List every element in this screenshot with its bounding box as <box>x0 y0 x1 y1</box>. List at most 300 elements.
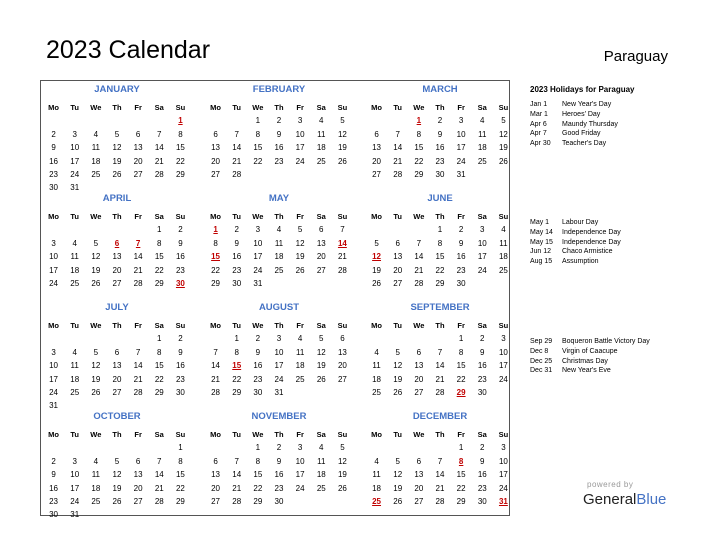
day-cell: 24 <box>70 169 80 179</box>
day-cell: 5 <box>374 238 379 248</box>
day-cell: 20 <box>414 374 424 384</box>
day-cell: 19 <box>498 143 508 153</box>
day-cell: 26 <box>316 374 326 384</box>
empty-cell <box>85 114 106 127</box>
month-name: MAY <box>268 193 290 204</box>
day-cell: 11 <box>295 347 305 357</box>
weekday-header: Th <box>112 212 122 221</box>
weekday-header: Sa <box>154 430 164 439</box>
day-cell: 13 <box>414 470 424 480</box>
day-cell: 5 <box>93 238 99 248</box>
day-cell: 12 <box>112 470 122 480</box>
day-cell: 11 <box>499 238 508 248</box>
day-cell: 2 <box>51 129 56 139</box>
day-cell: 19 <box>337 470 347 480</box>
day-cell: 28 <box>232 169 242 179</box>
month-name: SEPTEMBER <box>410 302 470 313</box>
day-cell: 16 <box>49 156 59 166</box>
weekday-header: Mo <box>48 430 59 439</box>
day-cell: 21 <box>211 374 221 384</box>
day-cell: 22 <box>175 156 185 166</box>
day-cell: 21 <box>232 483 242 493</box>
empty-cell <box>43 114 64 127</box>
day-cell: 10 <box>253 238 263 248</box>
holiday-date: Apr 6 <box>530 120 547 128</box>
holiday-row <box>530 139 680 149</box>
day-cell: 15 <box>414 143 424 153</box>
day-cell: 4 <box>480 116 485 126</box>
day-cell: 9 <box>178 238 183 248</box>
day-cell: 7 <box>340 225 345 235</box>
month-name: MARCH <box>422 84 458 95</box>
day-cell: 9 <box>276 456 282 466</box>
holiday-row <box>530 257 680 267</box>
day-cell: 23 <box>274 483 284 493</box>
day-cell: 4 <box>319 443 324 453</box>
day-cell: 4 <box>501 225 506 235</box>
day-cell: 22 <box>414 156 424 166</box>
weekday-header: Th <box>435 430 445 439</box>
weekday-header: Th <box>274 212 284 221</box>
weekday-header: Tu <box>70 212 80 221</box>
day-cell: 24 <box>274 374 284 384</box>
day-cell: 26 <box>498 156 508 166</box>
empty-cell <box>106 332 127 345</box>
day-cell: 5 <box>501 116 506 126</box>
month-february <box>205 84 353 181</box>
empty-cell <box>205 114 226 127</box>
weekday-header: Tu <box>393 212 403 221</box>
empty-cell <box>64 223 85 236</box>
day-cell: 20 <box>133 483 143 493</box>
empty-cell <box>408 332 429 345</box>
day-cell: 6 <box>135 456 141 466</box>
day-cell: 29 <box>175 496 185 506</box>
holiday-name: Independence Day <box>562 228 621 236</box>
month-day-grid <box>205 319 353 399</box>
weekday-header: Tu <box>70 103 80 112</box>
holiday-list-group-1 <box>530 85 680 149</box>
weekday-header: We <box>90 321 102 330</box>
weekday-header: Su <box>337 430 348 439</box>
day-cell: 19 <box>393 483 403 493</box>
day-cell: 19 <box>316 361 326 371</box>
day-cell: 5 <box>395 456 400 466</box>
day-cell: 5 <box>93 347 99 357</box>
day-cell: 2 <box>234 225 239 235</box>
holiday-date: May 15 <box>530 238 553 246</box>
day-cell: 17 <box>70 156 80 166</box>
day-cell: 9 <box>51 470 56 480</box>
day-cell: 14 <box>133 252 143 262</box>
day-cell: 12 <box>295 238 305 248</box>
holiday-date: Mar 1 <box>530 110 548 118</box>
weekday-header: We <box>90 430 102 439</box>
weekday-header: Th <box>435 103 445 112</box>
empty-cell <box>226 441 247 454</box>
day-cell: 21 <box>133 374 143 384</box>
day-cell: 27 <box>414 387 424 397</box>
weekday-header: Fr <box>134 103 142 112</box>
day-cell: 19 <box>337 143 347 153</box>
day-cell: 2 <box>458 225 464 235</box>
day-cell: 18 <box>316 143 326 153</box>
holidays-title: 2023 Holidays for Paraguay <box>530 85 635 94</box>
day-cell: 2 <box>276 116 282 126</box>
day-cell: 14 <box>393 143 403 153</box>
day-cell: 13 <box>316 238 326 248</box>
holiday-day-cell: 30 <box>175 278 185 288</box>
weekday-header: Mo <box>48 212 59 221</box>
empty-cell <box>64 441 85 454</box>
day-cell: 25 <box>295 374 305 384</box>
day-cell: 16 <box>232 252 242 262</box>
day-cell: 12 <box>498 129 508 139</box>
weekday-header: Th <box>435 212 445 221</box>
day-cell: 17 <box>498 470 508 480</box>
day-cell: 3 <box>480 225 485 235</box>
holiday-name: Heroes' Day <box>562 110 601 118</box>
day-cell: 31 <box>49 401 59 411</box>
holiday-row <box>530 357 680 367</box>
empty-cell <box>128 332 149 345</box>
month-december <box>366 411 514 508</box>
day-cell: 23 <box>477 483 487 493</box>
day-cell: 29 <box>456 496 466 506</box>
day-cell: 8 <box>178 129 183 139</box>
generalblue-logo[interactable]: GeneralBlue <box>583 491 667 508</box>
day-cell: 17 <box>49 265 59 275</box>
weekday-header: Su <box>498 103 509 112</box>
day-cell: 5 <box>297 225 303 235</box>
day-cell: 26 <box>393 387 403 397</box>
day-cell: 1 <box>157 225 162 235</box>
day-cell: 19 <box>372 265 382 275</box>
month-name: JUNE <box>427 193 453 204</box>
day-cell: 24 <box>498 374 508 384</box>
weekday-header: Th <box>274 430 284 439</box>
holiday-list-group-3 <box>530 337 680 376</box>
day-cell: 30 <box>435 169 445 179</box>
weekday-header: We <box>252 103 264 112</box>
month-name: JULY <box>105 302 129 313</box>
day-cell: 15 <box>154 252 164 262</box>
day-cell: 5 <box>340 443 345 453</box>
day-cell: 29 <box>175 169 185 179</box>
day-cell: 18 <box>477 143 487 153</box>
day-cell: 20 <box>337 361 347 371</box>
empty-cell <box>64 114 85 127</box>
day-cell: 26 <box>337 156 347 166</box>
day-cell: 8 <box>255 456 261 466</box>
holiday-day-cell: 31 <box>498 496 508 506</box>
day-cell: 24 <box>49 387 59 397</box>
month-day-grid <box>43 210 191 290</box>
weekday-header: Mo <box>371 430 382 439</box>
day-cell: 13 <box>133 143 143 153</box>
day-cell: 12 <box>337 129 347 139</box>
day-cell: 4 <box>93 129 99 139</box>
holiday-date: Dec 25 <box>530 357 553 365</box>
day-cell: 17 <box>253 252 263 262</box>
weekday-header: Mo <box>210 103 221 112</box>
empty-cell <box>149 441 170 454</box>
day-cell: 24 <box>295 156 305 166</box>
empty-cell <box>149 114 170 127</box>
day-cell: 24 <box>456 156 466 166</box>
day-cell: 23 <box>49 496 59 506</box>
day-cell: 27 <box>337 374 347 384</box>
day-cell: 15 <box>154 361 164 371</box>
holiday-date: Sep 29 <box>530 338 553 345</box>
weekday-header: Fr <box>296 430 304 439</box>
day-cell: 5 <box>114 456 120 466</box>
day-cell: 14 <box>133 361 143 371</box>
day-cell: 9 <box>276 129 282 139</box>
month-august <box>205 302 353 399</box>
day-cell: 28 <box>133 278 143 288</box>
day-cell: 3 <box>501 443 506 453</box>
day-cell: 28 <box>154 169 164 179</box>
day-cell: 11 <box>372 470 381 480</box>
month-day-grid <box>205 101 353 181</box>
day-cell: 21 <box>393 156 403 166</box>
day-cell: 15 <box>175 470 185 480</box>
day-cell: 29 <box>211 278 221 288</box>
month-october <box>43 411 191 522</box>
weekday-header: We <box>252 212 264 221</box>
day-cell: 29 <box>414 169 424 179</box>
day-cell: 16 <box>435 143 445 153</box>
day-cell: 1 <box>178 443 183 453</box>
empty-cell <box>387 223 408 236</box>
holiday-date: Apr 30 <box>530 140 551 148</box>
day-cell: 26 <box>393 496 403 506</box>
day-cell: 16 <box>477 470 487 480</box>
month-november <box>205 411 353 508</box>
page-title: 2023 Calendar <box>46 36 211 64</box>
day-cell: 21 <box>435 374 445 384</box>
day-cell: 9 <box>255 347 261 357</box>
day-cell: 23 <box>175 374 185 384</box>
day-cell: 9 <box>234 238 239 248</box>
day-cell: 4 <box>72 347 77 357</box>
holiday-date: May 14 <box>530 228 553 236</box>
day-cell: 21 <box>154 156 164 166</box>
day-cell: 4 <box>374 347 379 357</box>
day-cell: 19 <box>393 374 403 384</box>
day-cell: 30 <box>49 183 59 193</box>
holiday-date: Dec 8 <box>530 347 549 355</box>
weekday-header: Mo <box>48 103 59 112</box>
day-cell: 18 <box>91 483 101 493</box>
day-cell: 22 <box>253 483 263 493</box>
holiday-name: Assumption <box>562 258 599 266</box>
day-cell: 30 <box>253 387 263 397</box>
calendar-grid <box>40 80 510 520</box>
day-cell: 16 <box>456 252 466 262</box>
weekday-header: Mo <box>48 321 59 330</box>
day-cell: 11 <box>274 238 284 248</box>
day-cell: 27 <box>393 278 403 288</box>
day-cell: 29 <box>154 278 164 288</box>
weekday-header: Fr <box>457 321 465 330</box>
month-name: OCTOBER <box>93 411 141 422</box>
day-cell: 12 <box>316 347 326 357</box>
day-cell: 20 <box>211 483 221 493</box>
weekday-header: Fr <box>296 321 304 330</box>
holiday-row <box>530 218 680 228</box>
day-cell: 23 <box>232 265 242 275</box>
day-cell: 20 <box>372 156 382 166</box>
day-cell: 26 <box>112 169 122 179</box>
day-cell: 16 <box>274 470 284 480</box>
day-cell: 12 <box>393 470 403 480</box>
day-cell: 30 <box>274 496 284 506</box>
day-cell: 2 <box>276 443 282 453</box>
empty-cell <box>128 441 149 454</box>
weekday-header: Th <box>112 321 122 330</box>
weekday-header: We <box>252 430 264 439</box>
day-cell: 6 <box>114 347 120 357</box>
holiday-day-cell: 25 <box>372 496 382 506</box>
day-cell: 12 <box>112 143 122 153</box>
empty-cell <box>106 441 127 454</box>
day-cell: 1 <box>437 225 443 235</box>
day-cell: 5 <box>319 334 324 344</box>
day-cell: 9 <box>178 347 183 357</box>
day-cell: 8 <box>255 129 261 139</box>
weekday-header: Su <box>337 321 348 330</box>
weekday-header: Mo <box>210 212 221 221</box>
holiday-day-cell: 6 <box>114 238 120 248</box>
day-cell: 25 <box>91 496 101 506</box>
day-cell: 23 <box>477 374 487 384</box>
day-cell: 8 <box>437 238 443 248</box>
day-cell: 24 <box>477 265 487 275</box>
holiday-name: Virgin of Caacupe <box>562 347 618 355</box>
day-cell: 15 <box>456 470 466 480</box>
day-cell: 29 <box>154 387 164 397</box>
month-day-grid <box>43 319 191 413</box>
day-cell: 18 <box>316 470 326 480</box>
day-cell: 5 <box>395 347 400 357</box>
month-september <box>366 302 514 399</box>
day-cell: 17 <box>498 361 508 371</box>
day-cell: 19 <box>91 265 101 275</box>
month-name: AUGUST <box>258 302 300 313</box>
day-cell: 23 <box>175 265 185 275</box>
day-cell: 20 <box>112 265 122 275</box>
day-cell: 11 <box>372 361 381 371</box>
day-cell: 27 <box>211 496 221 506</box>
day-cell: 22 <box>154 374 164 384</box>
day-cell: 10 <box>49 361 59 371</box>
empty-cell <box>429 441 450 454</box>
day-cell: 9 <box>51 143 56 153</box>
weekday-header: Fr <box>134 321 142 330</box>
day-cell: 11 <box>478 129 487 139</box>
holiday-day-cell: 1 <box>213 225 218 235</box>
day-cell: 26 <box>295 265 305 275</box>
day-cell: 25 <box>372 387 382 397</box>
day-cell: 24 <box>49 278 59 288</box>
weekday-header: Mo <box>371 321 382 330</box>
day-cell: 7 <box>416 238 422 248</box>
weekday-header: We <box>413 103 425 112</box>
day-cell: 10 <box>295 129 305 139</box>
day-cell: 27 <box>414 496 424 506</box>
weekday-header: Mo <box>210 321 221 330</box>
day-cell: 21 <box>337 252 347 262</box>
month-day-grid <box>43 101 191 195</box>
holiday-day-cell: 7 <box>135 238 141 248</box>
day-cell: 12 <box>91 252 101 262</box>
day-cell: 13 <box>414 361 424 371</box>
weekday-header: Sa <box>477 212 487 221</box>
day-cell: 9 <box>480 347 485 357</box>
day-cell: 30 <box>477 496 487 506</box>
day-cell: 27 <box>133 169 143 179</box>
day-cell: 7 <box>395 129 400 139</box>
day-cell: 21 <box>414 265 424 275</box>
empty-cell <box>85 332 106 345</box>
day-cell: 7 <box>234 456 239 466</box>
day-cell: 31 <box>253 278 263 288</box>
day-cell: 8 <box>416 129 422 139</box>
holiday-day-cell: 15 <box>232 361 242 371</box>
month-day-grid <box>205 210 353 290</box>
empty-cell <box>205 332 226 345</box>
weekday-header: Sa <box>316 430 326 439</box>
holiday-day-cell: 15 <box>211 252 221 262</box>
day-cell: 17 <box>477 252 487 262</box>
day-cell: 6 <box>395 238 400 248</box>
day-cell: 4 <box>276 225 282 235</box>
weekday-header: Sa <box>477 321 487 330</box>
holiday-row <box>530 366 680 376</box>
day-cell: 25 <box>274 265 284 275</box>
holiday-date: Dec 31 <box>530 367 553 375</box>
empty-cell <box>106 114 127 127</box>
weekday-header: Sa <box>477 103 487 112</box>
day-cell: 18 <box>372 374 382 384</box>
month-day-grid <box>205 428 353 508</box>
day-cell: 30 <box>477 387 487 397</box>
day-cell: 14 <box>414 252 424 262</box>
weekday-header: Su <box>498 212 509 221</box>
day-cell: 6 <box>374 129 379 139</box>
day-cell: 2 <box>480 334 485 344</box>
weekday-header: Th <box>274 103 284 112</box>
empty-cell <box>43 441 64 454</box>
day-cell: 15 <box>175 143 185 153</box>
day-cell: 25 <box>316 156 326 166</box>
day-cell: 27 <box>211 169 221 179</box>
holiday-row <box>530 347 680 357</box>
day-cell: 23 <box>49 169 59 179</box>
empty-cell <box>387 114 408 127</box>
day-cell: 1 <box>255 443 261 453</box>
month-day-grid <box>43 428 191 522</box>
day-cell: 10 <box>274 347 284 357</box>
month-june <box>366 193 514 290</box>
day-cell: 15 <box>456 361 466 371</box>
day-cell: 17 <box>274 361 284 371</box>
day-cell: 25 <box>316 483 326 493</box>
month-march <box>366 84 514 181</box>
day-cell: 22 <box>456 483 466 493</box>
